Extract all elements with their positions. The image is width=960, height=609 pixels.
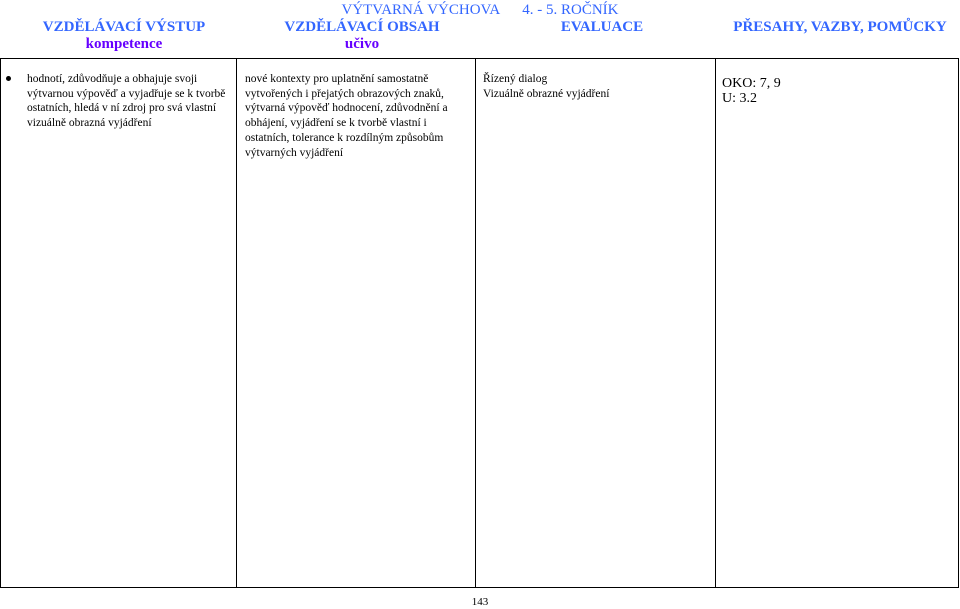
column-header-obsah xyxy=(283,19,441,53)
subject-title: VÝTVARNÁ VÝCHOVA xyxy=(341,2,501,18)
presahy-item: U: 3.2 xyxy=(722,91,757,106)
column-divider xyxy=(715,59,716,587)
cell-obsah: nové kontexty pro uplatnění samostatně vytvořených i přejatých obrazových znaků, výtvarná výpověď hodnocení, zdůvodnění a obhájení, vyjádření se k tvorbě vlastní i ostatních, tolerance k rozdílným způsobům výtvarných vyjádření xyxy=(245,73,448,159)
presahy-item: OKO: 7, 9 xyxy=(722,76,781,91)
column-header-vystup-label: VZDĚLÁVACÍ VÝSTUP xyxy=(42,19,206,35)
grade-title: 4. - 5. ROČNÍK xyxy=(522,2,619,18)
column-divider xyxy=(236,59,237,587)
column-header-presahy-label: PŘESAHY, VAZBY, POMŮCKY xyxy=(733,19,947,35)
column-header-evaluace-label: EVALUACE xyxy=(560,19,644,35)
document-title xyxy=(0,2,960,18)
cell-presahy xyxy=(722,76,942,106)
evaluace-item: Řízený dialog xyxy=(483,73,548,85)
column-divider xyxy=(475,59,476,587)
column-header-evaluace xyxy=(560,19,644,36)
column-header-vystup-sub: kompetence xyxy=(85,36,163,52)
cell-vystup: hodnotí, zdůvodňuje a obhajuje svoji výtvarnou výpověď a vyjadřuje se k tvorbě ostatních, hledá v ní zdroj pro svá vlastní vizuálně obrazná vyjádření xyxy=(27,73,226,130)
column-header-vystup xyxy=(40,19,208,53)
curriculum-table xyxy=(0,58,959,588)
evaluace-item: Vizuálně obrazné vyjádření xyxy=(483,87,610,100)
bullet-icon xyxy=(6,76,11,81)
cell-evaluace xyxy=(483,72,683,101)
column-header-presahy xyxy=(732,19,948,36)
page-number: 143 xyxy=(471,596,489,608)
column-header-obsah-label: VZDĚLÁVACÍ OBSAH xyxy=(284,19,440,35)
column-header-obsah-sub: učivo xyxy=(344,36,380,52)
